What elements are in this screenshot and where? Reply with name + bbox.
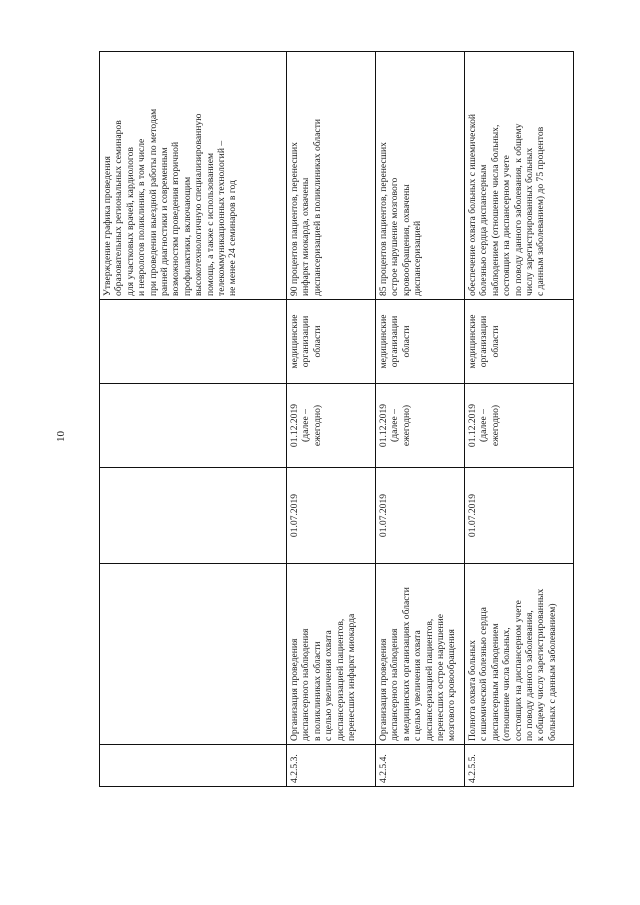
item-number-cell: 4.2.5.3. [287,745,376,787]
end-date-cell: 01.12.2019 (далее – ежегодно) [465,384,574,468]
table-row [287,52,376,787]
executor-cell: медицинские организации области [287,300,376,384]
measure-title-cell: Организация проведения диспансерного наблюдения в поликлиниках области с целью увеличения охвата диспансеризацией пациентов, перенесших инфаркт миокарда [287,564,376,745]
item-number-cell: 4.2.5.4. [376,745,465,787]
measure-title-cell: Организация проведения диспансерного наблюдения в медицинских организациях области с целью увеличения охвата диспансеризацией пациентов, перенесших острое нарушение мозгового кровообращения [376,564,465,745]
table-row [100,52,287,787]
item-number-cell [100,745,287,787]
start-date-cell [100,468,287,564]
measure-title-cell: Полнота охвата больных с ишемической болезнью сердца диспансерным наблюдением (отношение числа больных, состоящих на диспансерном учете по поводу данного заболевания, к общему числу зарегистрированных больных с данным заболеванием) [465,564,574,745]
start-date-cell: 01.07.2019 [465,468,574,564]
table-row [376,52,465,787]
rotated-document-table [99,52,558,787]
start-date-cell: 01.07.2019 [376,468,465,564]
result-cell: обеспечение охвата больных с ишемической болезнью сердца диспансерным наблюдением (отношение числа больных, состоящих на диспансерном учете по поводу данного заболевания, к общему числу зарегистрированных больных с данным заболеванием) до 75 процентов [465,52,574,300]
result-cell: 85 процентов пациентов, перенесших острое нарушение мозгового кровообращения, охвачены диспансеризацией [376,52,465,300]
item-number-cell: 4.2.5.5. [465,745,574,787]
end-date-cell: 01.12.2019 (далее – ежегодно) [376,384,465,468]
measures-table [99,51,574,787]
result-cell: Утверждение графика проведения образовательных региональных семинаров для участковых врачей, кардиологов и неврологов поликлиник, в том числе при проведении выездной работы по методам ранней диагностики и современным возможностям проведения вторичной профилактики, включающим высокотехнологичную специализированную помощь, а также с использованием телекоммуникационных технологий – не менее 24 семинаров в год [100,52,287,300]
executor-cell: медицинские организации области [465,300,574,384]
end-date-cell [100,384,287,468]
page-number: 10 [55,431,67,442]
start-date-cell: 01.07.2019 [287,468,376,564]
table-row [465,52,574,787]
measure-title-cell [100,564,287,745]
end-date-cell: 01.12.2019 (далее – ежегодно) [287,384,376,468]
executor-cell: медицинские организации области [376,300,465,384]
result-cell: 90 процентов пациентов, перенесших инфаркт миокарда, охвачены диспансеризацией в поликлиниках области [287,52,376,300]
executor-cell [100,300,287,384]
